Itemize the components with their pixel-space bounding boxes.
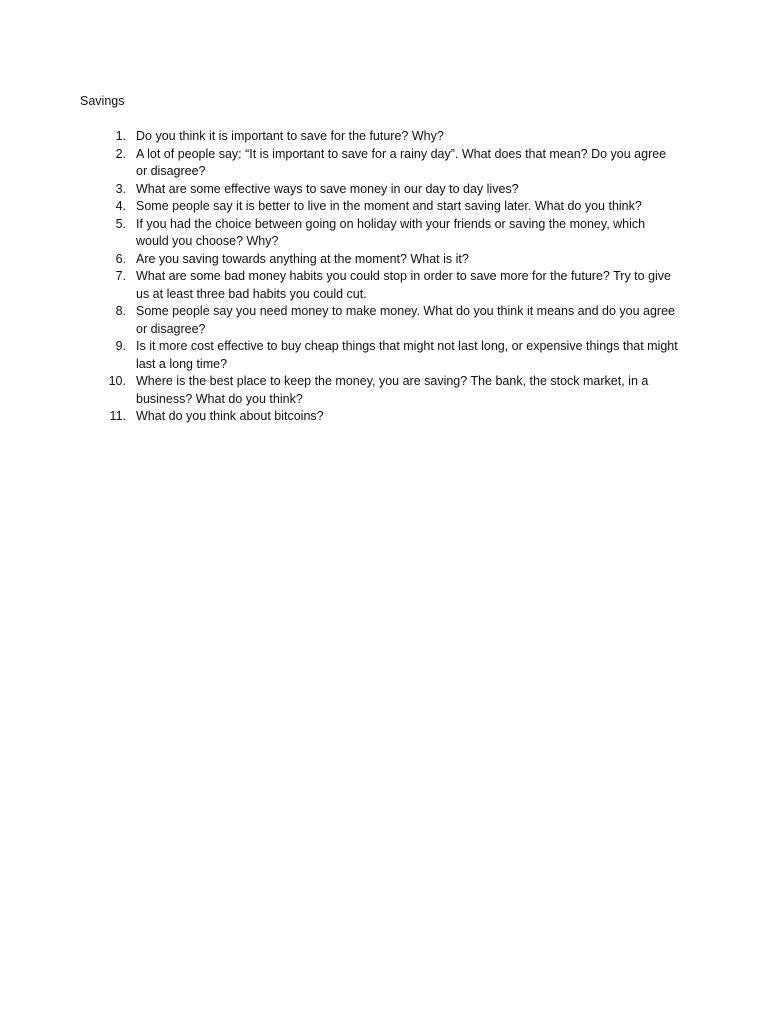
question-number: 10. [108, 374, 126, 388]
question-text: A lot of people say: “It is important to save for a rainy day”. What does that mean? Do you agree or disagree? [136, 146, 667, 178]
list-item [80, 408, 680, 426]
list-item [80, 338, 680, 373]
list-item [80, 216, 680, 251]
question-number: 1. [115, 129, 126, 143]
list-item [80, 128, 680, 146]
document-title: Savings [80, 94, 125, 108]
list-item [80, 198, 680, 216]
question-text: Is it more cost effective to buy cheap things that might not last long, or expensive things that might last a long time? [136, 339, 678, 371]
question-number: 8. [115, 304, 126, 318]
question-list [80, 128, 680, 426]
list-item [80, 146, 680, 181]
list-item [80, 268, 680, 303]
question-number: 4. [115, 199, 126, 213]
question-text: Some people say it is better to live in the moment and start saving later. What do you think? [136, 199, 642, 213]
question-text: What are some bad money habits you could stop in order to save more for the future? Try to give us at least three bad habits you could cut. [136, 269, 671, 301]
list-item [80, 251, 680, 269]
question-number: 9. [115, 339, 126, 353]
question-text: If you had the choice between going on holiday with your friends or saving the money, which would you choose? Why? [136, 216, 646, 248]
question-text: Where is the best place to keep the money, you are saving? The bank, the stock market, in a business? What do you think? [136, 374, 649, 406]
question-text: Do you think it is important to save for the future? Why? [136, 129, 444, 143]
question-text: Are you saving towards anything at the moment? What is it? [136, 251, 469, 266]
question-number: 5. [115, 216, 126, 231]
question-text: Some people say you need money to make money. What do you think it means and do you agree or disagree? [136, 304, 675, 336]
question-number: 3. [115, 181, 126, 196]
question-number: 6. [115, 251, 126, 266]
question-number: 2. [115, 146, 126, 161]
list-item [80, 373, 680, 408]
list-item [80, 181, 680, 199]
list-item [80, 303, 680, 338]
question-number: 7. [115, 269, 126, 283]
question-number: 11. [109, 409, 126, 423]
question-text: What are some effective ways to save money in our day to day lives? [136, 181, 519, 196]
question-text: What do you think about bitcoins? [136, 409, 324, 423]
